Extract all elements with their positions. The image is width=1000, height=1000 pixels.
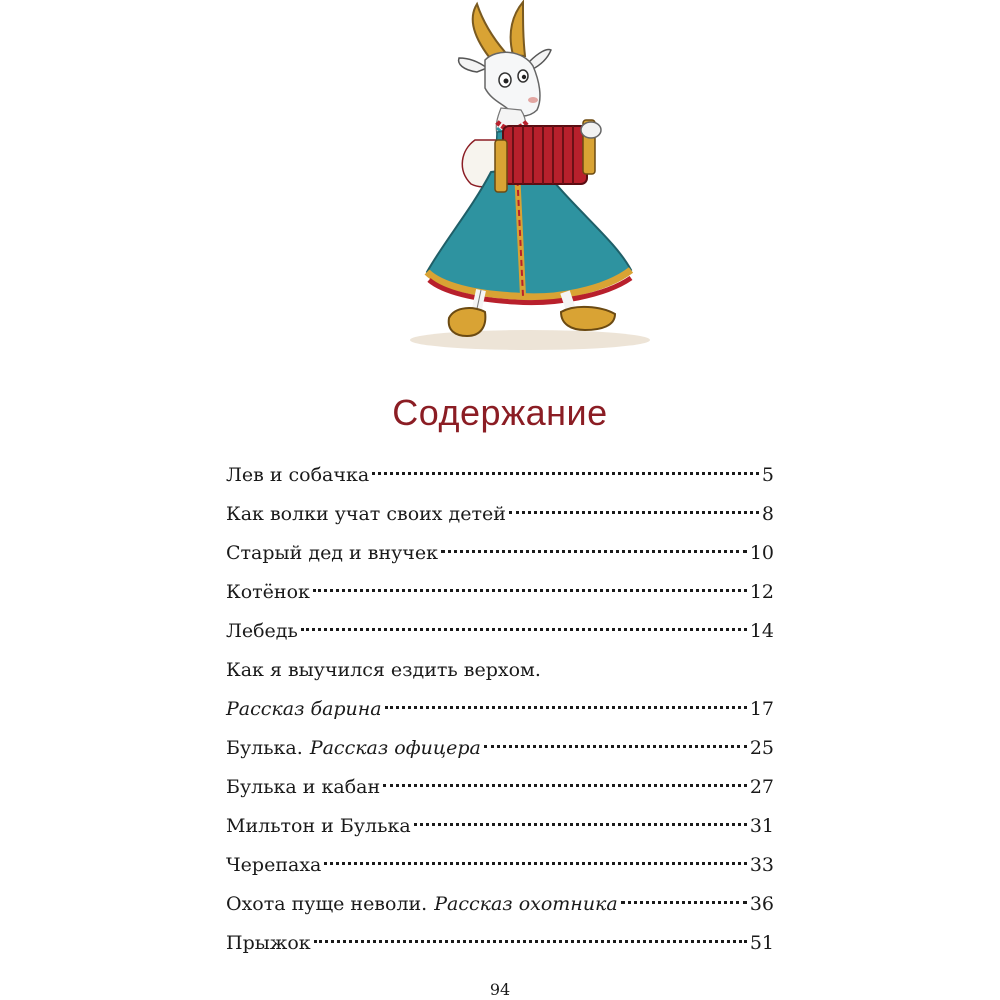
toc-entry[interactable]: [226, 495, 774, 534]
toc-dot-leader: [621, 901, 747, 904]
toc-dot-leader: [383, 784, 747, 787]
toc-entry-title: Котёнок: [226, 581, 310, 603]
toc-entry-title: Булька.: [226, 737, 303, 759]
toc-entry-title: Черепаха: [226, 854, 322, 876]
toc-entry-page: 17: [749, 698, 774, 720]
toc-entry-title: Лев и собачка: [226, 464, 370, 486]
toc-entry-page: 12: [749, 581, 774, 603]
table-of-contents: [226, 456, 774, 963]
toc-dot-leader: [441, 550, 747, 553]
toc-entry[interactable]: [226, 534, 774, 573]
page-title: Содержание: [392, 392, 608, 433]
toc-dot-leader: [314, 940, 747, 943]
toc-entry-title: Старый дед и внучек: [226, 542, 438, 564]
toc-entry-title: Мильтон и Булька: [226, 815, 411, 837]
toc-entry-page: 36: [749, 893, 774, 915]
toc-entry[interactable]: [226, 885, 774, 924]
toc-entry-page: 14: [749, 620, 774, 642]
toc-entry[interactable]: [226, 846, 774, 885]
toc-entry-subtitle: Рассказ барина: [226, 698, 382, 720]
toc-entry-title: Лебедь: [226, 620, 298, 642]
toc-entry-title: Как я выучился ездить верхом.: [226, 659, 541, 681]
toc-entry[interactable]: [226, 768, 774, 807]
toc-entry[interactable]: [226, 612, 774, 651]
toc-dot-leader: [301, 628, 747, 631]
toc-dot-leader: [509, 511, 759, 514]
toc-dot-leader: [414, 823, 747, 826]
toc-entry-page: 31: [749, 815, 774, 837]
toc-entry-page: 33: [749, 854, 774, 876]
toc-entry[interactable]: [226, 651, 774, 729]
toc-entry-title: Охота пуще неволи.: [226, 893, 428, 915]
toc-dot-leader: [385, 706, 747, 709]
toc-entry[interactable]: [226, 729, 774, 768]
toc-entry-page: 27: [749, 776, 774, 798]
toc-entry-subtitle: Рассказ офицера: [309, 737, 481, 759]
toc-dot-leader: [324, 862, 746, 865]
toc-entry-page: 8: [761, 503, 774, 525]
toc-entry-title: Булька и кабан: [226, 776, 381, 798]
toc-entry[interactable]: [226, 456, 774, 495]
toc-entry[interactable]: [226, 807, 774, 846]
page-number: 94: [489, 980, 511, 999]
toc-entry-page: 10: [749, 542, 774, 564]
toc-dot-leader: [313, 589, 747, 592]
toc-entry-title: Прыжок: [226, 932, 311, 954]
toc-entry[interactable]: [226, 573, 774, 612]
toc-entry-page: 5: [761, 464, 774, 486]
toc-dot-leader: [484, 745, 747, 748]
toc-entry-page: 51: [749, 932, 774, 954]
toc-entry-title: Как волки учат своих детей: [226, 503, 506, 525]
toc-entry-subtitle: Рассказ охотника: [434, 893, 618, 915]
toc-entry[interactable]: [226, 924, 774, 963]
toc-dot-leader: [372, 472, 759, 475]
toc-entry-page: 25: [749, 737, 774, 759]
goat-accordion-icon: [405, 0, 655, 360]
